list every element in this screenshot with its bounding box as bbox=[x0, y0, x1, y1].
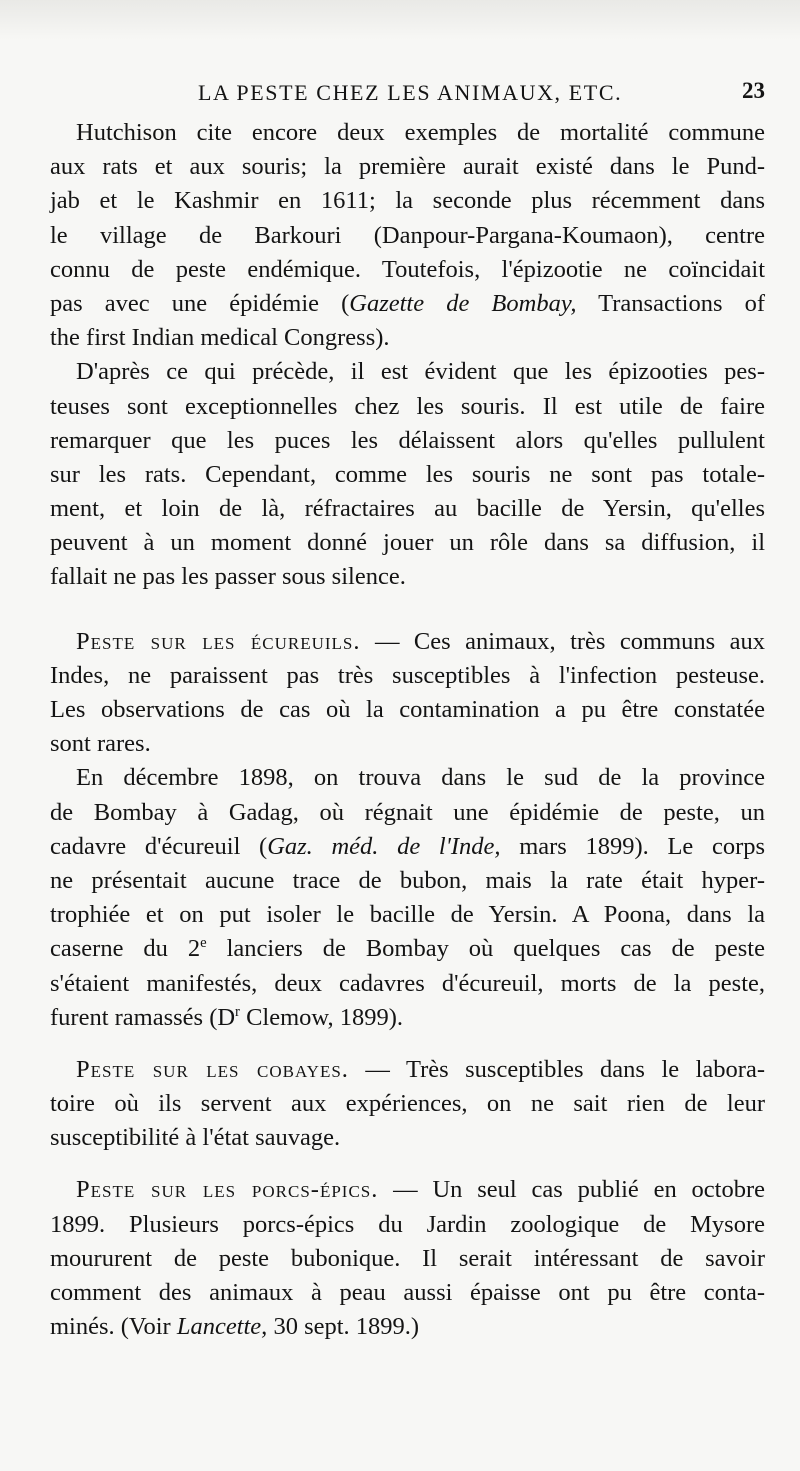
text-line: sur les rats. Cependant, comme les souris ne sont pas totale- bbox=[50, 460, 765, 488]
section-cobayes bbox=[50, 1053, 765, 1156]
paragraph-souris bbox=[50, 355, 765, 594]
text-run: Transactions of bbox=[576, 289, 765, 317]
text-run: lanciers de Bombay où quelques cas de peste bbox=[206, 935, 765, 963]
text-run: — Très susceptibles dans le labora- bbox=[348, 1055, 765, 1083]
section-heading: Peste sur les cobayes. bbox=[76, 1055, 349, 1083]
text-line: aux rats et aux souris; la première aurait existé dans le Pund- bbox=[50, 153, 765, 181]
text-line bbox=[50, 625, 765, 659]
text-line: susceptibilité à l'état sauvage. bbox=[50, 1124, 341, 1152]
text-line: Hutchison cite encore deux exemples de mortalité commune bbox=[76, 119, 765, 146]
section-ecureuils bbox=[50, 625, 765, 762]
text-line bbox=[50, 1053, 765, 1087]
text-line: trophiée et on put isoler le bacille de Yersin. A Poona, dans la bbox=[50, 901, 765, 929]
text-line: teuses sont exceptionnelles chez les souris. Il est utile de faire bbox=[50, 392, 765, 420]
text-line: ne présentait aucune trace de bubon, mais la rate était hyper- bbox=[50, 866, 765, 894]
superscript: r bbox=[235, 1003, 240, 1020]
text-line bbox=[50, 287, 765, 321]
text-line bbox=[50, 932, 765, 966]
text-run: furent ramassés (D bbox=[50, 1003, 236, 1031]
citation-italic: Lancette, bbox=[176, 1313, 268, 1341]
text-run: 30 sept. 1899.) bbox=[267, 1313, 420, 1341]
text-line: peuvent à un moment donné jouer un rôle dans sa diffusion, il bbox=[50, 529, 765, 557]
text-run: caserne du 2 bbox=[50, 935, 201, 963]
text-line: sont rares. bbox=[50, 730, 151, 758]
text-line: le village de Barkouri (Danpour-Pargana-Koumaon), centre bbox=[50, 221, 765, 249]
text-line: comment des animaux à peau aussi épaisse ont pu être conta- bbox=[50, 1279, 765, 1306]
page-header bbox=[190, 76, 765, 108]
text-line: D'après ce qui précède, il est évident que les épizooties pes- bbox=[76, 358, 765, 386]
text-run: minés. (Voir bbox=[50, 1313, 177, 1341]
text-line: Indes, ne paraissent pas très susceptibles à l'infection pesteuse. bbox=[50, 661, 765, 689]
text-line: the first Indian medical Congress). bbox=[50, 324, 390, 352]
text-line: s'étaient manifestés, deux cadavres d'écureuil, morts de la peste, bbox=[50, 969, 765, 997]
citation-italic: Gazette de Bombay, bbox=[349, 289, 577, 317]
page-body bbox=[50, 116, 765, 1344]
text-line bbox=[50, 1310, 765, 1344]
paragraph-gadag bbox=[50, 761, 765, 1035]
text-line: de Bombay à Gadag, où régnait une épidémie de peste, un bbox=[50, 798, 765, 826]
text-run: Clemow, 1899). bbox=[239, 1003, 404, 1031]
text-line: fallait ne pas les passer sous silence. bbox=[50, 563, 406, 591]
page-number: 23 bbox=[742, 78, 765, 103]
text-line: moururent de peste bubonique. Il serait intéressant de savoir bbox=[50, 1244, 765, 1272]
text-line: toire où ils servent aux expériences, on ne sait rien de leur bbox=[50, 1090, 765, 1118]
text-line: ment, et loin de là, réfractaires au bacille de Yersin, qu'elles bbox=[50, 495, 765, 523]
text-line bbox=[50, 1173, 765, 1207]
section-heading: Peste sur les porcs-épics. bbox=[76, 1176, 379, 1204]
text-run: mars 1899). Le corps bbox=[500, 832, 766, 860]
text-line bbox=[50, 830, 765, 864]
text-line: jab et le Kashmir en 1611; la seconde plus récemment dans bbox=[50, 187, 765, 215]
text-line: remarquer que les puces les délaissent alors qu'elles pullulent bbox=[50, 426, 765, 454]
text-line: En décembre 1898, on trouva dans le sud de la province bbox=[76, 764, 765, 792]
text-line: connu de peste endémique. Toutefois, l'épizootie ne coïncidait bbox=[50, 255, 765, 283]
text-line bbox=[50, 1001, 765, 1035]
text-run: cadavre d'écureuil ( bbox=[50, 832, 268, 860]
section-heading: Peste sur les écureuils. bbox=[76, 627, 361, 655]
text-run: — Ces animaux, très communs aux bbox=[360, 627, 765, 655]
superscript: e bbox=[200, 935, 207, 952]
paragraph-hutchison bbox=[50, 116, 765, 355]
running-title: LA PESTE CHEZ LES ANIMAUX, ETC. bbox=[198, 80, 623, 105]
section-porcs-epics bbox=[50, 1173, 765, 1344]
citation-italic: Gaz. méd. de l'Inde, bbox=[267, 832, 501, 860]
text-line: Les observations de cas où la contamination a pu être constatée bbox=[50, 696, 765, 723]
text-line: 1899. Plusieurs porcs-épics du Jardin zoologique de Mysore bbox=[50, 1210, 765, 1238]
text-run: — Un seul cas publié en octobre bbox=[378, 1176, 765, 1204]
page-top-edge bbox=[0, 0, 800, 40]
text-run: pas avec une épidémie ( bbox=[50, 289, 350, 317]
